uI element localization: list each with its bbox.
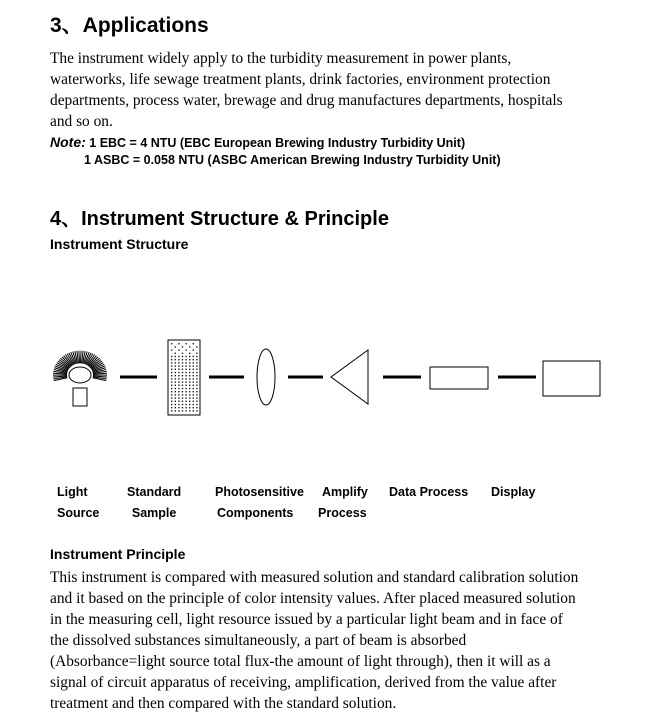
label-standard-sample — [127, 482, 181, 524]
sample-dot — [182, 369, 183, 370]
data-process-box — [430, 367, 488, 389]
sample-dot — [182, 346, 183, 347]
sample-dot — [185, 385, 186, 386]
principle-line: and it based on the principle of color intensity values. After placed measured solution — [50, 590, 576, 607]
sample-dot — [178, 391, 179, 392]
sample-dot — [196, 356, 197, 357]
sample-dot — [175, 378, 176, 379]
sample-dot — [171, 391, 172, 392]
sample-dot — [196, 394, 197, 395]
sample-dot — [185, 397, 186, 398]
note-line-1 — [50, 132, 465, 154]
sample-dot — [182, 388, 183, 389]
sample-dot — [196, 375, 197, 376]
sample-dot — [171, 385, 172, 386]
sample-dot — [189, 394, 190, 395]
sample-dot — [175, 385, 176, 386]
applications-line: waterworks, life sewage treatment plants, drink factories, environment protection — [50, 71, 551, 88]
sample-dot — [175, 365, 176, 366]
sample-dot — [189, 369, 190, 370]
sample-dot — [189, 388, 190, 389]
label-photosensitive-components — [215, 482, 304, 524]
sample-dot — [178, 359, 179, 360]
sample-dot — [171, 362, 172, 363]
sample-dot — [189, 356, 190, 357]
sample-dot — [193, 404, 194, 405]
sample-dot — [185, 394, 186, 395]
sample-dot — [182, 397, 183, 398]
sample-dot — [193, 362, 194, 363]
label-display — [491, 482, 535, 503]
sample-dot — [193, 369, 194, 370]
sample-dot — [185, 359, 186, 360]
sample-dot — [185, 388, 186, 389]
sample-dot — [189, 397, 190, 398]
sample-dot — [193, 397, 194, 398]
sample-dot — [175, 375, 176, 376]
sample-dot — [182, 372, 183, 373]
sample-dot — [175, 397, 176, 398]
sample-dot — [178, 410, 179, 411]
sample-dot — [189, 378, 190, 379]
sample-dot — [185, 349, 186, 350]
sample-dot — [178, 381, 179, 382]
sample-dot — [196, 388, 197, 389]
sample-dot — [185, 372, 186, 373]
light-ray — [79, 351, 80, 364]
sample-dot — [185, 356, 186, 357]
sample-dot — [196, 397, 197, 398]
sample-dot — [189, 375, 190, 376]
label-line: Process — [318, 506, 367, 520]
sample-dot — [189, 410, 190, 411]
sample-dot — [185, 391, 186, 392]
principle-heading: Instrument Principle — [50, 546, 186, 562]
sample-dot — [175, 394, 176, 395]
sample-dot — [171, 388, 172, 389]
sample-dot — [196, 381, 197, 382]
sample-dot — [171, 404, 172, 405]
sample-dot — [171, 343, 172, 344]
sample-dot — [193, 343, 194, 344]
sample-dot — [185, 375, 186, 376]
sample-dot — [178, 356, 179, 357]
sample-dot — [171, 372, 172, 373]
sample-dot — [171, 397, 172, 398]
principle-line: This instrument is compared with measured solution and standard calibration solution — [50, 569, 579, 586]
sample-dot — [189, 346, 190, 347]
sample-dot — [189, 359, 190, 360]
display-box — [543, 361, 600, 396]
sample-dot — [171, 359, 172, 360]
sample-dot — [189, 407, 190, 408]
sample-dot — [178, 388, 179, 389]
sample-dot — [193, 407, 194, 408]
sample-dot — [196, 404, 197, 405]
sample-dot — [196, 372, 197, 373]
sample-dot — [196, 359, 197, 360]
sample-dot — [189, 372, 190, 373]
sample-dot — [182, 353, 183, 354]
light-ray — [80, 351, 81, 364]
sample-dot — [182, 407, 183, 408]
sample-dot — [178, 369, 179, 370]
label-line: Display — [491, 485, 536, 499]
sample-dot — [171, 410, 172, 411]
sample-dot — [171, 394, 172, 395]
sample-dot — [178, 378, 179, 379]
sample-dot — [182, 391, 183, 392]
sample-dot — [193, 388, 194, 389]
sample-dot — [193, 401, 194, 402]
sample-dot — [185, 381, 186, 382]
sample-dot — [178, 397, 179, 398]
section-3-title: 3、Applications — [50, 14, 209, 37]
sample-dot — [189, 401, 190, 402]
sample-dot — [171, 378, 172, 379]
sample-dot — [196, 369, 197, 370]
sample-dot — [178, 385, 179, 386]
sample-dot — [175, 388, 176, 389]
sample-dot — [175, 372, 176, 373]
sample-dot — [182, 381, 183, 382]
sample-dot — [193, 391, 194, 392]
principle-line: (Absorbance=light source total flux-the amount of light through), then it will as a — [50, 653, 551, 670]
sample-dot — [178, 343, 179, 344]
sample-dot — [185, 378, 186, 379]
sample-dot — [171, 365, 172, 366]
label-amplify-process — [318, 482, 368, 524]
sample-dot — [196, 410, 197, 411]
note-asbc: 1 ASBC = 0.058 NTU (ASBC American Brewing Industry Turbidity Unit) — [84, 153, 501, 167]
sample-dot — [175, 353, 176, 354]
sample-dot — [196, 362, 197, 363]
sample-dot — [175, 381, 176, 382]
structure-heading: Instrument Structure — [50, 236, 189, 252]
sample-dot — [178, 349, 179, 350]
amplifier-triangle-icon — [331, 350, 368, 404]
label-light-source — [57, 482, 99, 524]
sample-dot — [182, 401, 183, 402]
sample-dot — [178, 407, 179, 408]
sample-dot — [185, 343, 186, 344]
sample-dot — [193, 356, 194, 357]
sample-dot — [196, 353, 197, 354]
sample-dot — [193, 372, 194, 373]
sample-dot — [178, 375, 179, 376]
sample-dot — [196, 391, 197, 392]
sample-dot — [178, 404, 179, 405]
sample-dot — [171, 356, 172, 357]
label-line: Sample — [131, 506, 177, 520]
sample-dot — [189, 391, 190, 392]
label-line: Photosensitive — [215, 485, 304, 499]
sample-dot — [182, 375, 183, 376]
sample-dot — [193, 394, 194, 395]
sample-dot — [196, 346, 197, 347]
label-line: Data Process — [389, 485, 469, 499]
sample-dot — [196, 385, 197, 386]
sample-dot — [189, 353, 190, 354]
sample-dot — [193, 359, 194, 360]
sample-dot — [193, 385, 194, 386]
sample-dot — [196, 407, 197, 408]
sample-dot — [175, 369, 176, 370]
sample-dot — [175, 356, 176, 357]
note-ebc: 1 EBC = 4 NTU (EBC European Brewing Industry Turbidity Unit) — [89, 136, 466, 150]
sample-dot — [193, 375, 194, 376]
applications-line: The instrument widely apply to the turbidity measurement in power plants, — [50, 50, 512, 67]
principle-line: the dissolved substances simultaneously, a part of beam is absorbed — [50, 632, 467, 649]
note-label: Note: — [50, 134, 86, 150]
sample-dot — [185, 410, 186, 411]
sample-dot — [182, 362, 183, 363]
sample-dot — [193, 378, 194, 379]
label-line: Components — [217, 506, 294, 520]
sample-dot — [175, 404, 176, 405]
sample-dot — [185, 401, 186, 402]
sample-dot — [171, 401, 172, 402]
sample-dot — [175, 362, 176, 363]
structure-diagram — [0, 330, 661, 430]
sample-dot — [175, 407, 176, 408]
sample-dot — [182, 404, 183, 405]
principle-paragraph — [50, 567, 610, 714]
sample-dot — [175, 346, 176, 347]
sample-dot — [185, 369, 186, 370]
sample-dot — [189, 362, 190, 363]
sample-dot — [185, 365, 186, 366]
label-line: Amplify — [322, 485, 368, 499]
sample-dot — [189, 365, 190, 366]
sample-dot — [182, 385, 183, 386]
label-line: Standard — [127, 485, 182, 499]
sample-dot — [189, 385, 190, 386]
sample-dot — [182, 359, 183, 360]
sample-dot — [175, 391, 176, 392]
sample-dot — [178, 362, 179, 363]
sample-dot — [178, 401, 179, 402]
sample-dot — [196, 365, 197, 366]
principle-line: in the measuring cell, light resource issued by a particular light beam and in face of — [50, 611, 563, 628]
sample-dot — [175, 401, 176, 402]
sample-dot — [171, 349, 172, 350]
sample-dot — [182, 410, 183, 411]
photosensitive-lens-icon — [257, 349, 275, 405]
sample-dot — [178, 394, 179, 395]
sample-dot — [185, 404, 186, 405]
sample-dot — [189, 404, 190, 405]
label-data-process — [389, 482, 468, 503]
sample-dot — [171, 407, 172, 408]
applications-paragraph — [50, 48, 610, 132]
applications-line: and so on. — [50, 113, 113, 130]
applications-line: departments, process water, brewage and drug manufactures departments, hospitals — [50, 92, 563, 109]
sample-dot — [175, 410, 176, 411]
sample-dot — [171, 375, 172, 376]
label-line: Light — [57, 485, 88, 499]
section-4-title: 4、Instrument Structure & Principle — [50, 208, 389, 230]
sample-dot — [185, 407, 186, 408]
sample-dot — [171, 369, 172, 370]
sample-dot — [185, 362, 186, 363]
sample-dot — [196, 401, 197, 402]
sample-dot — [178, 365, 179, 366]
light-source-icon — [53, 351, 107, 406]
sample-dot — [193, 349, 194, 350]
standard-sample-icon — [168, 340, 200, 415]
sample-dot — [182, 394, 183, 395]
sample-dot — [193, 365, 194, 366]
principle-line: signal of circuit apparatus of receiving, amplification, derived from the value after — [50, 674, 557, 691]
sample-dot — [193, 410, 194, 411]
sample-dot — [182, 378, 183, 379]
sample-dot — [196, 378, 197, 379]
sample-dot — [171, 381, 172, 382]
label-line: Source — [57, 506, 100, 520]
sample-dot — [182, 356, 183, 357]
sample-dot — [182, 365, 183, 366]
sample-dot — [175, 359, 176, 360]
sample-dot — [178, 372, 179, 373]
sample-dot — [193, 381, 194, 382]
principle-line: treatment and then compared with the standard solution. — [50, 695, 397, 712]
sample-dot — [189, 381, 190, 382]
